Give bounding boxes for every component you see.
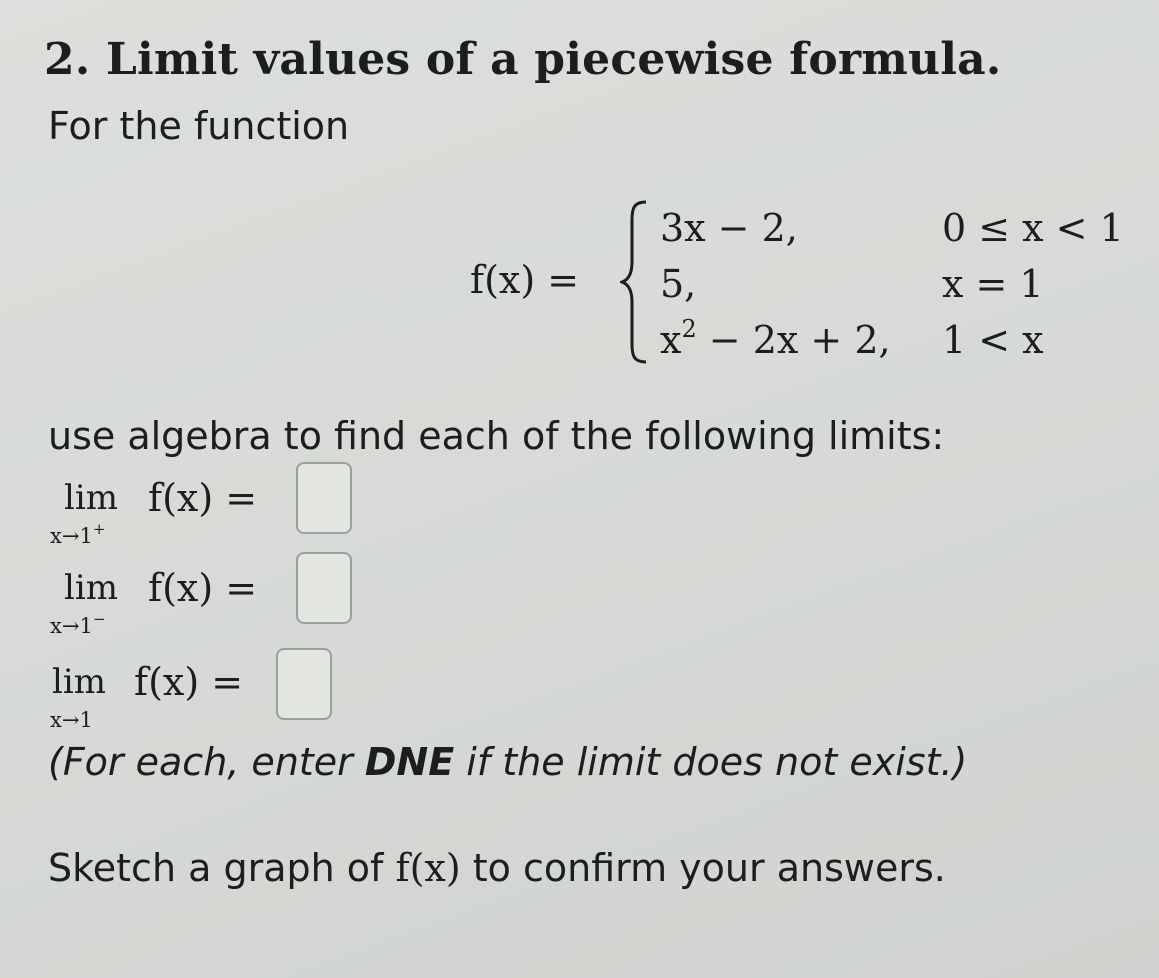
lim-expression: f(x) = <box>134 660 244 704</box>
case-2-expression: 5, <box>660 262 697 306</box>
lim-label: lim <box>64 568 118 608</box>
lim-subscript-sign: + <box>92 520 106 538</box>
answer-input-two-sided-limit[interactable] <box>276 648 332 720</box>
case-3-condition: 1 < x <box>942 318 1044 362</box>
case-1-condition: 0 ≤ x < 1 <box>942 206 1124 250</box>
dne-keyword: DNE <box>364 740 455 784</box>
dne-note <box>48 740 967 784</box>
lim-expression: f(x) = <box>148 566 258 610</box>
problem-title: 2. Limit values of a piecewise formula. <box>44 34 1002 85</box>
sketch-function: f(x) <box>395 846 461 890</box>
lim-subscript: x→1 <box>50 708 93 732</box>
sketch-instruction <box>48 846 946 890</box>
lim-subscript-sign: − <box>92 610 106 628</box>
limit-right-row <box>48 478 448 568</box>
sketch-pre: Sketch a graph of <box>48 846 396 890</box>
dne-note-post: if the limit does not exist.) <box>454 740 968 784</box>
case-3-expression <box>660 315 891 362</box>
lim-label: lim <box>52 662 106 702</box>
function-lhs: f(x) = <box>470 258 580 302</box>
case-3-exponent: 2 <box>681 315 697 343</box>
intro-text: For the function <box>48 104 350 148</box>
lim-expression: f(x) = <box>148 476 258 520</box>
instruction-text: use algebra to find each of the following limits: <box>48 414 945 458</box>
case-3-expression-base: x <box>660 318 682 362</box>
case-3-expression-rest: − 2x + 2, <box>696 318 891 362</box>
case-1-expression: 3x − 2, <box>660 206 798 250</box>
lim-subscript-base: x→1 <box>50 614 93 638</box>
limit-left-row <box>48 568 448 658</box>
answer-input-left-limit[interactable] <box>296 552 352 624</box>
answer-input-right-limit[interactable] <box>296 462 352 534</box>
lim-label: lim <box>64 478 118 518</box>
lim-subscript <box>50 610 106 638</box>
lim-subscript <box>50 520 106 548</box>
left-brace <box>620 198 650 366</box>
dne-note-pre: (For each, enter <box>48 740 365 784</box>
limit-two-sided-row <box>48 662 448 752</box>
case-2-condition: x = 1 <box>942 262 1044 306</box>
lim-subscript-base: x→1 <box>50 524 93 548</box>
sketch-post: to confirm your answers. <box>460 846 946 890</box>
